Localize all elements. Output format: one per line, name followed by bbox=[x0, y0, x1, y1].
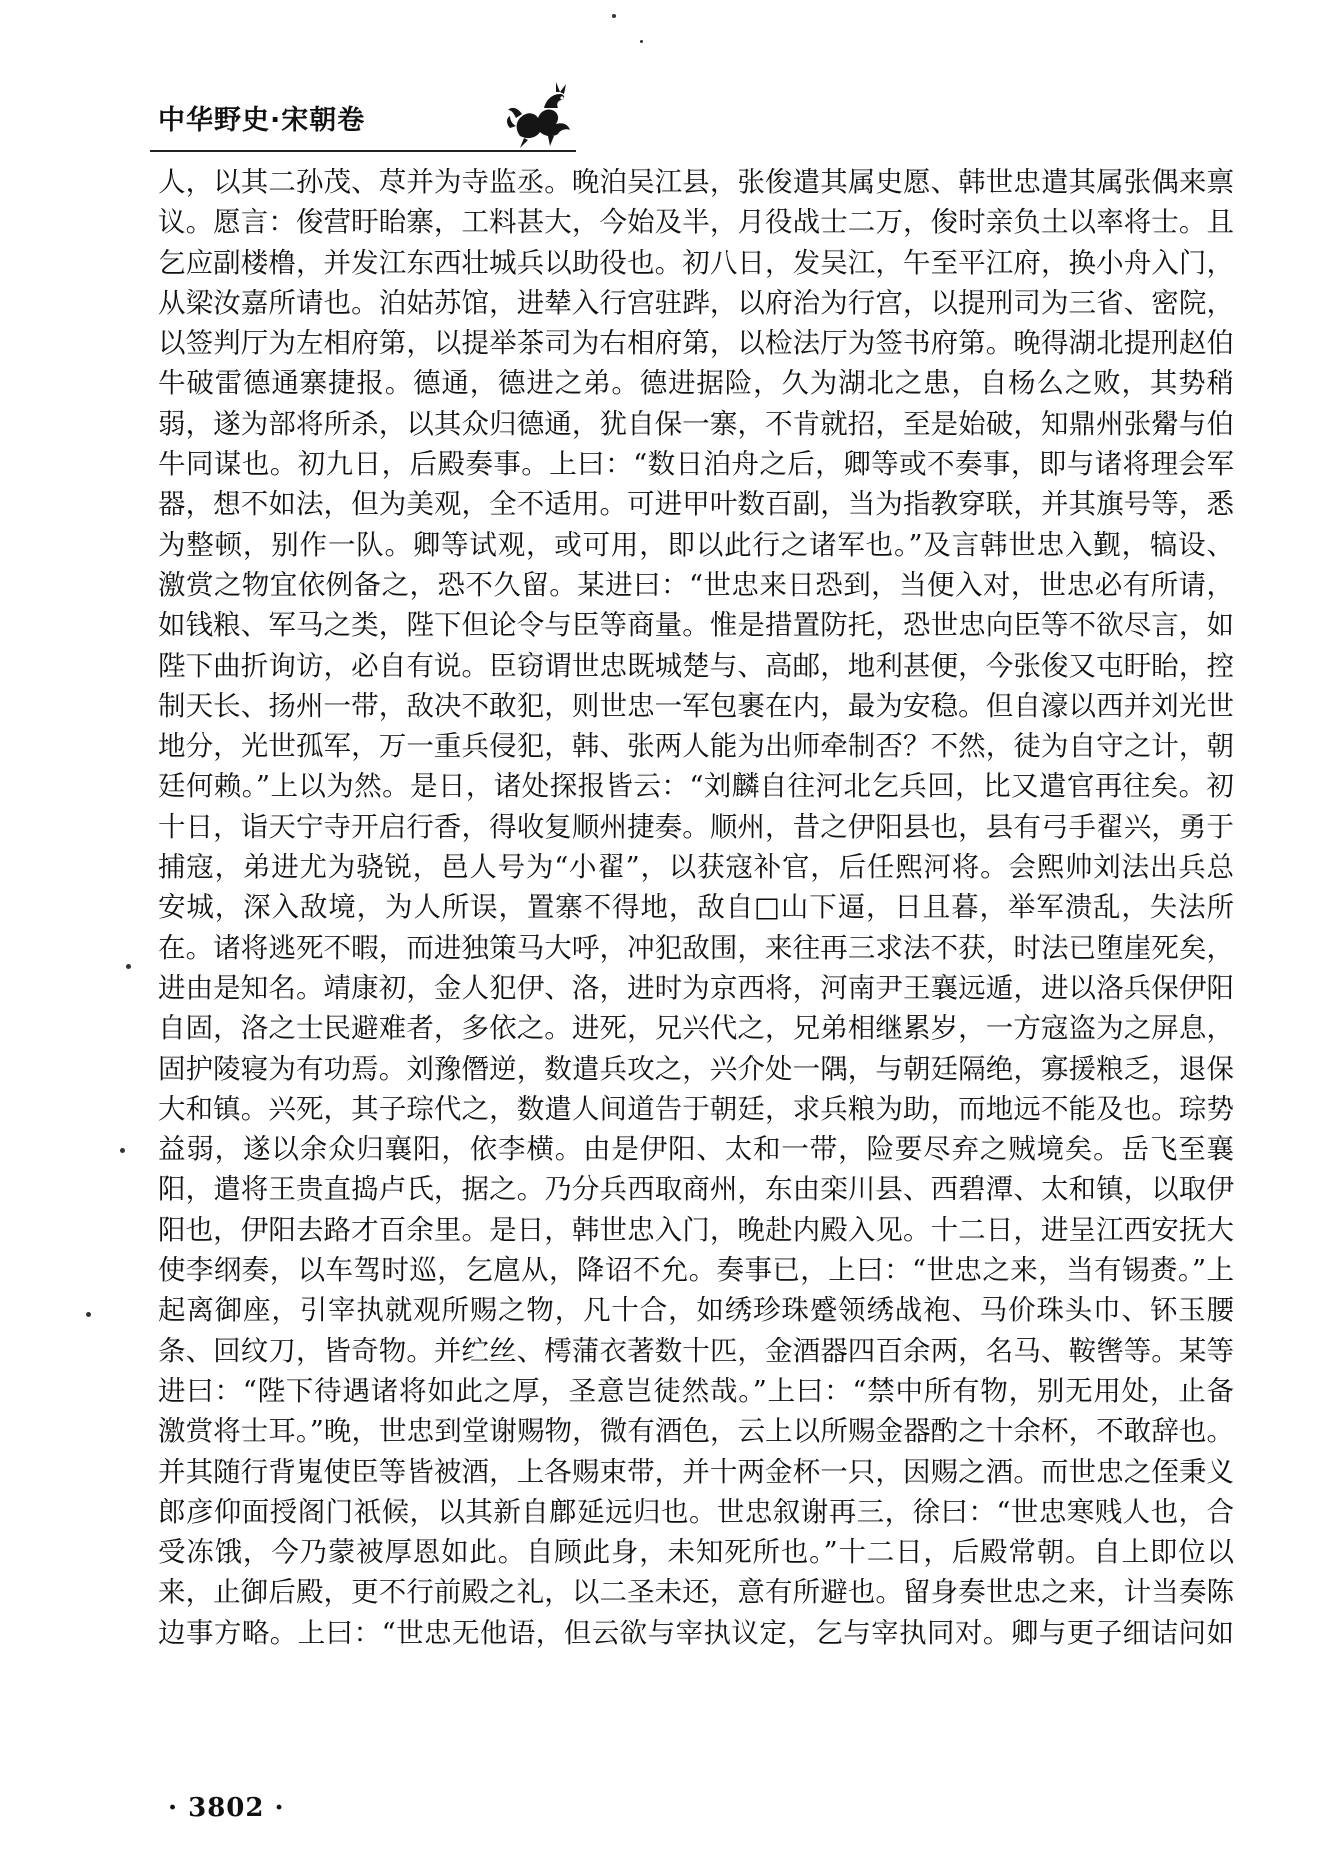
text-line: 使李纲奏，以车驾时巡，乞扈从，降诏不允。奏事已，上曰：“世忠之来，当有锡赉。”上 bbox=[158, 1254, 1234, 1287]
body-text bbox=[158, 162, 1234, 1653]
text-line: 益弱，遂以余众归襄阳，依李横。由是伊阳、太和一带，险要尽弃之贼境矣。岳飞至襄 bbox=[158, 1133, 1234, 1166]
text-line: 以签判厅为左相府第，以提举茶司为右相府第，以检法厅为签书府第。晚得湖北提刑赵伯 bbox=[158, 327, 1234, 360]
text-line: 来，止御后殿，更不行前殿之礼，以二圣未还，意有所避也。留身奏世忠之来，计当奏陈 bbox=[158, 1576, 1234, 1609]
text-line: 郎彦仰面授阁门祇候，以其新自鄜延远归也。世忠叙谢再三，徐曰：“世忠寒贱人也，合 bbox=[158, 1495, 1234, 1528]
text-line: 阳也，伊阳去路才百余里。是日，韩世忠入门，晚赴内殿入见。十二日，进呈江西安抚大 bbox=[158, 1213, 1234, 1246]
text-line: 陛下曲折询访，必自有说。臣窃谓世忠既城楚与、高邮，地利甚便，今张俊又屯盱眙，控 bbox=[158, 649, 1234, 682]
text-line: 进由是知名。靖康初，金人犯伊、洛，进时为京西将，河南尹王襄远遁，进以洛兵保伊阳 bbox=[158, 971, 1234, 1004]
text-line: 大和镇。兴死，其子琮代之，数遣人间道告于朝廷，求兵粮为助，而地远不能及也。琮势 bbox=[158, 1092, 1234, 1125]
text-line: 边事方略。上曰：“世忠无他语，但云欲与宰执议定，乞与宰执同对。卿与更子细诘问如 bbox=[158, 1616, 1234, 1649]
text-line: 起离御座，引宰执就观所赐之物，凡十合，如绣珍珠蹙领绣战袍、马价珠头巾、钚玉腰 bbox=[158, 1294, 1234, 1327]
text-line: 地分，光世孤军，万一重兵侵犯，韩、张两人能为出师牵制否？不然，徒为自守之计，朝 bbox=[158, 730, 1234, 763]
text-line: 进曰：“陛下待遇诸将如此之厚，圣意岂徒然哉。”上曰：“禁中所有物，别无用处，止备 bbox=[158, 1374, 1234, 1407]
text-line: 受冻饿，今乃蒙被厚恩如此。自顾此身，未知死所也。”十二日，后殿常朝。自上即位以 bbox=[158, 1536, 1234, 1569]
running-head: 中华野史·宋朝卷 bbox=[158, 105, 366, 136]
text-line: 条、回纹刀，皆奇物。并纻丝、樗蒲衣著数十匹，金酒器四百余两，名马、鞍辔等。某等 bbox=[158, 1334, 1234, 1367]
text-line: 为整顿，别作一队。卿等试观，或可用，即以此行之诸军也。”及言韩世忠入觐，犒设、 bbox=[158, 528, 1234, 561]
scan-speck bbox=[126, 964, 131, 969]
text-line: 弱，遂为部将所杀，以其众归德通，犹自保一寨，不肯就招，至是始破，知鼎州张觷与伯 bbox=[158, 407, 1234, 440]
scan-speck bbox=[86, 1312, 91, 1317]
scan-speck bbox=[120, 1148, 125, 1153]
scan-speck bbox=[640, 40, 643, 43]
text-line: 牛破雷德通寨捷报。德通，德进之弟。德进据险，久为湖北之患，自杨么之败，其势稍 bbox=[158, 367, 1234, 400]
text-line: 安城，深入敌境，为人所误，置寨不得地，敌自□山下逼，日且暮，举军溃乱，失法所 bbox=[158, 891, 1234, 924]
text-line: 激赏将士耳。”晚，世忠到堂谢赐物，微有酒色，云上以所赐金器酌之十余杯，不敢辞也。 bbox=[158, 1415, 1234, 1448]
text-line: 如钱粮、军马之类，陛下但论令与臣等商量。惟是措置防托，恐世忠向臣等不欲尽言，如 bbox=[158, 609, 1234, 642]
text-line: 自固，洛之士民避难者，多依之。进死，兄兴代之，兄弟相继累岁，一方寇盗为之屏息， bbox=[158, 1012, 1234, 1045]
text-line: 并其随行背嵬使臣等皆被酒，上各赐束带，并十两金杯一只，因赐之酒。而世忠之侄秉义 bbox=[158, 1455, 1234, 1488]
dragon-emblem-icon bbox=[500, 78, 580, 150]
text-line: 乞应副楼橹，并发江东西壮城兵以助役也。初八日，发吴江，午至平江府，换小舟入门， bbox=[158, 246, 1234, 279]
text-line: 廷何赖。”上以为然。是日，诸处探报皆云：“刘麟自往河北乞兵回，比又遣官再往矣。初 bbox=[158, 770, 1234, 803]
scan-speck bbox=[612, 14, 616, 18]
text-line: 捕寇，弟进尤为骁锐，邑人号为“小翟”，以获寇补官，后任熙河将。会熙帅刘法出兵总 bbox=[158, 851, 1234, 884]
text-line: 十日，诣天宁寺开启行香，得收复顺州捷奏。顺州，昔之伊阳县也，县有弓手翟兴，勇于 bbox=[158, 810, 1234, 843]
text-line: 制天长、扬州一带，敌决不敢犯，则世忠一军包裹在内，最为安稳。但自濠以西并刘光世 bbox=[158, 689, 1234, 722]
text-line: 固护陵寝为有功焉。刘豫僭逆，数遣兵攻之，兴介处一隅，与朝廷隔绝，寡援粮乏，退保 bbox=[158, 1052, 1234, 1085]
text-line: 在。诸将逃死不暇，而进独策马大呼，冲犯敌围，来往再三求法不获，时法已堕崖死矣， bbox=[158, 931, 1234, 964]
text-line: 牛同谋也。初九日，后殿奏事。上曰：“数日泊舟之后，卿等或不奏事，即与诸将理会军 bbox=[158, 448, 1234, 481]
text-line: 议。愿言：俊营盱眙寨，工料甚大，今始及半，月役战士二万，俊时亲负土以率将士。且 bbox=[158, 206, 1234, 239]
header-rule bbox=[150, 150, 576, 152]
text-line: 从梁汝嘉所请也。泊姑苏馆，进辇入行宫驻跸，以府治为行宫，以提刑司为三省、密院， bbox=[158, 286, 1234, 319]
text-line: 阳，遣将王贵直捣卢氏，据之。乃分兵西取商州，东由栾川县、西碧潭、太和镇，以取伊 bbox=[158, 1173, 1234, 1206]
text-line: 器，想不如法，但为美观，全不适用。可进甲叶数百副，当为指教穿联，并其旗号等，悉 bbox=[158, 488, 1234, 521]
text-line: 人，以其二孙茂、荩并为寺监丞。晚泊吴江县，张俊遣其属史愿、韩世忠遣其属张偶来禀 bbox=[158, 166, 1234, 198]
page-number: · 3802 · bbox=[168, 1793, 285, 1823]
text-line: 激赏之物宜依例备之，恐不久留。某进曰：“世忠来日恐到，当便入对，世忠必有所请， bbox=[158, 568, 1234, 601]
